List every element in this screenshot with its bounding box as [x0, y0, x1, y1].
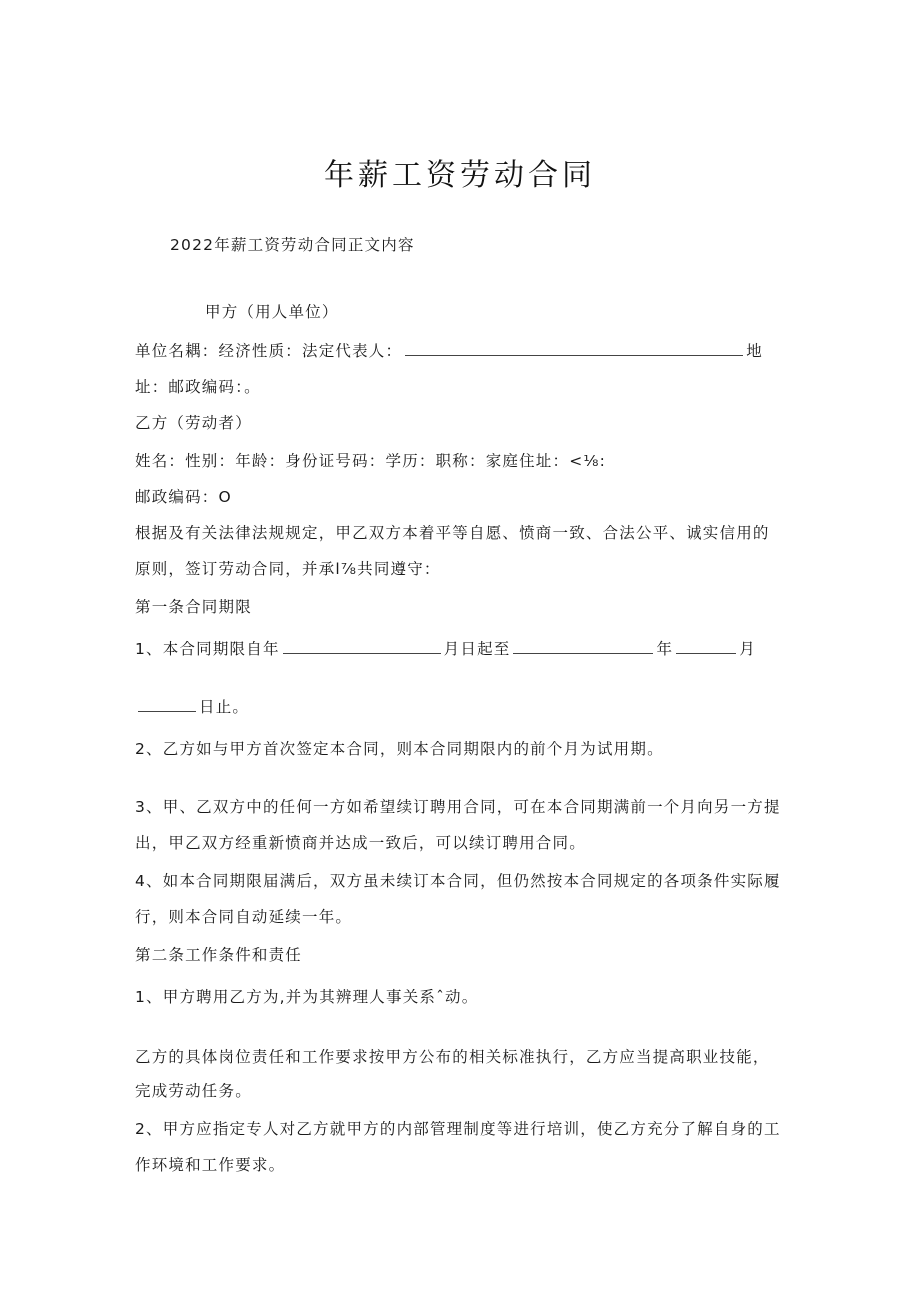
article-1-item-3-line-1: 3、甲、乙双方中的任何一方如希望续订聘用合同，可在本合同期满前一个月向另一方提	[135, 798, 781, 816]
article-2-item-2-line-2: 作环境和工作要求。	[135, 1156, 286, 1174]
party-a-line-2: 址：邮政编码：。	[135, 378, 261, 396]
item-1-end: 月	[739, 640, 756, 658]
party-b-line-1: 姓名：性别：年龄：身份证号码：学历：职称：家庭住址：<⅛:	[135, 452, 607, 470]
start-year-blank	[283, 639, 441, 654]
representative-blank	[405, 341, 743, 356]
article-1-item-1-cont	[138, 696, 249, 718]
preamble-line-1: 根据及有关法律法规规定，甲乙双方本着平等自愿、愤商一致、合法公平、诚实信用的	[135, 524, 770, 542]
end-year-blank	[513, 639, 653, 654]
page-title: 年薪工资劳动合同	[324, 158, 596, 193]
party-b-line-2: 邮政编码：O	[135, 488, 232, 506]
preamble-line-2: 原则，签订劳动合同，并承l⅞共同遵守：	[135, 560, 441, 578]
item-1-prefix: 1、本合同期限自年	[135, 640, 280, 658]
article-1-item-4-line-2: 行，则本合同自动延续一年。	[135, 908, 353, 926]
item-1-mid-2: 年	[656, 640, 674, 658]
party-a-heading: 甲方（用人单位）	[205, 303, 339, 321]
party-a-line-1	[135, 340, 763, 362]
party-a-fields: 单位名耦：经济性质：法定代表人：	[135, 342, 403, 360]
article-2-item-2-line-1: 2、甲方应指定专人对乙方就甲方的内部管理制度等进行培训，使乙方充分了解自身的工	[135, 1120, 781, 1138]
item-1-cont-text: 日止。	[199, 698, 250, 716]
article-1-item-2: 2、乙方如与甲方首次签定本合同，则本合同期限内的前个月为试用期。	[135, 740, 664, 758]
party-a-line-1-end: 地	[746, 342, 763, 360]
article-2-para-line-1: 乙方的具体岗位责任和工作要求按甲方公布的相关标准执行，乙方应当提高职业技能，	[135, 1048, 770, 1066]
article-2-heading: 第二条工作条件和责任	[135, 946, 303, 964]
end-day-blank	[138, 697, 196, 712]
end-month-blank	[676, 639, 736, 654]
item-1-mid-1: 月日起至	[443, 640, 511, 658]
article-1-item-1	[135, 638, 756, 660]
article-1-item-3-line-2: 出，甲乙双方经重新愤商并达成一致后，可以续订聘用合同。	[135, 834, 586, 852]
article-2-item-1: 1、甲方聘用乙方为,并为其辨理人事关系ˆ动。	[135, 988, 479, 1006]
article-1-item-4-line-1: 4、如本合同期限届满后，双方虽未续订本合同，但仍然按本合同规定的各项条件实际履	[135, 872, 781, 890]
article-1-heading: 第一条合同期限	[135, 598, 252, 616]
party-b-heading: 乙方（劳动者）	[135, 414, 252, 432]
subtitle: 2022年薪工资劳动合同正文内容	[170, 236, 415, 254]
article-2-para-line-2: 完成劳动任务。	[135, 1082, 252, 1100]
